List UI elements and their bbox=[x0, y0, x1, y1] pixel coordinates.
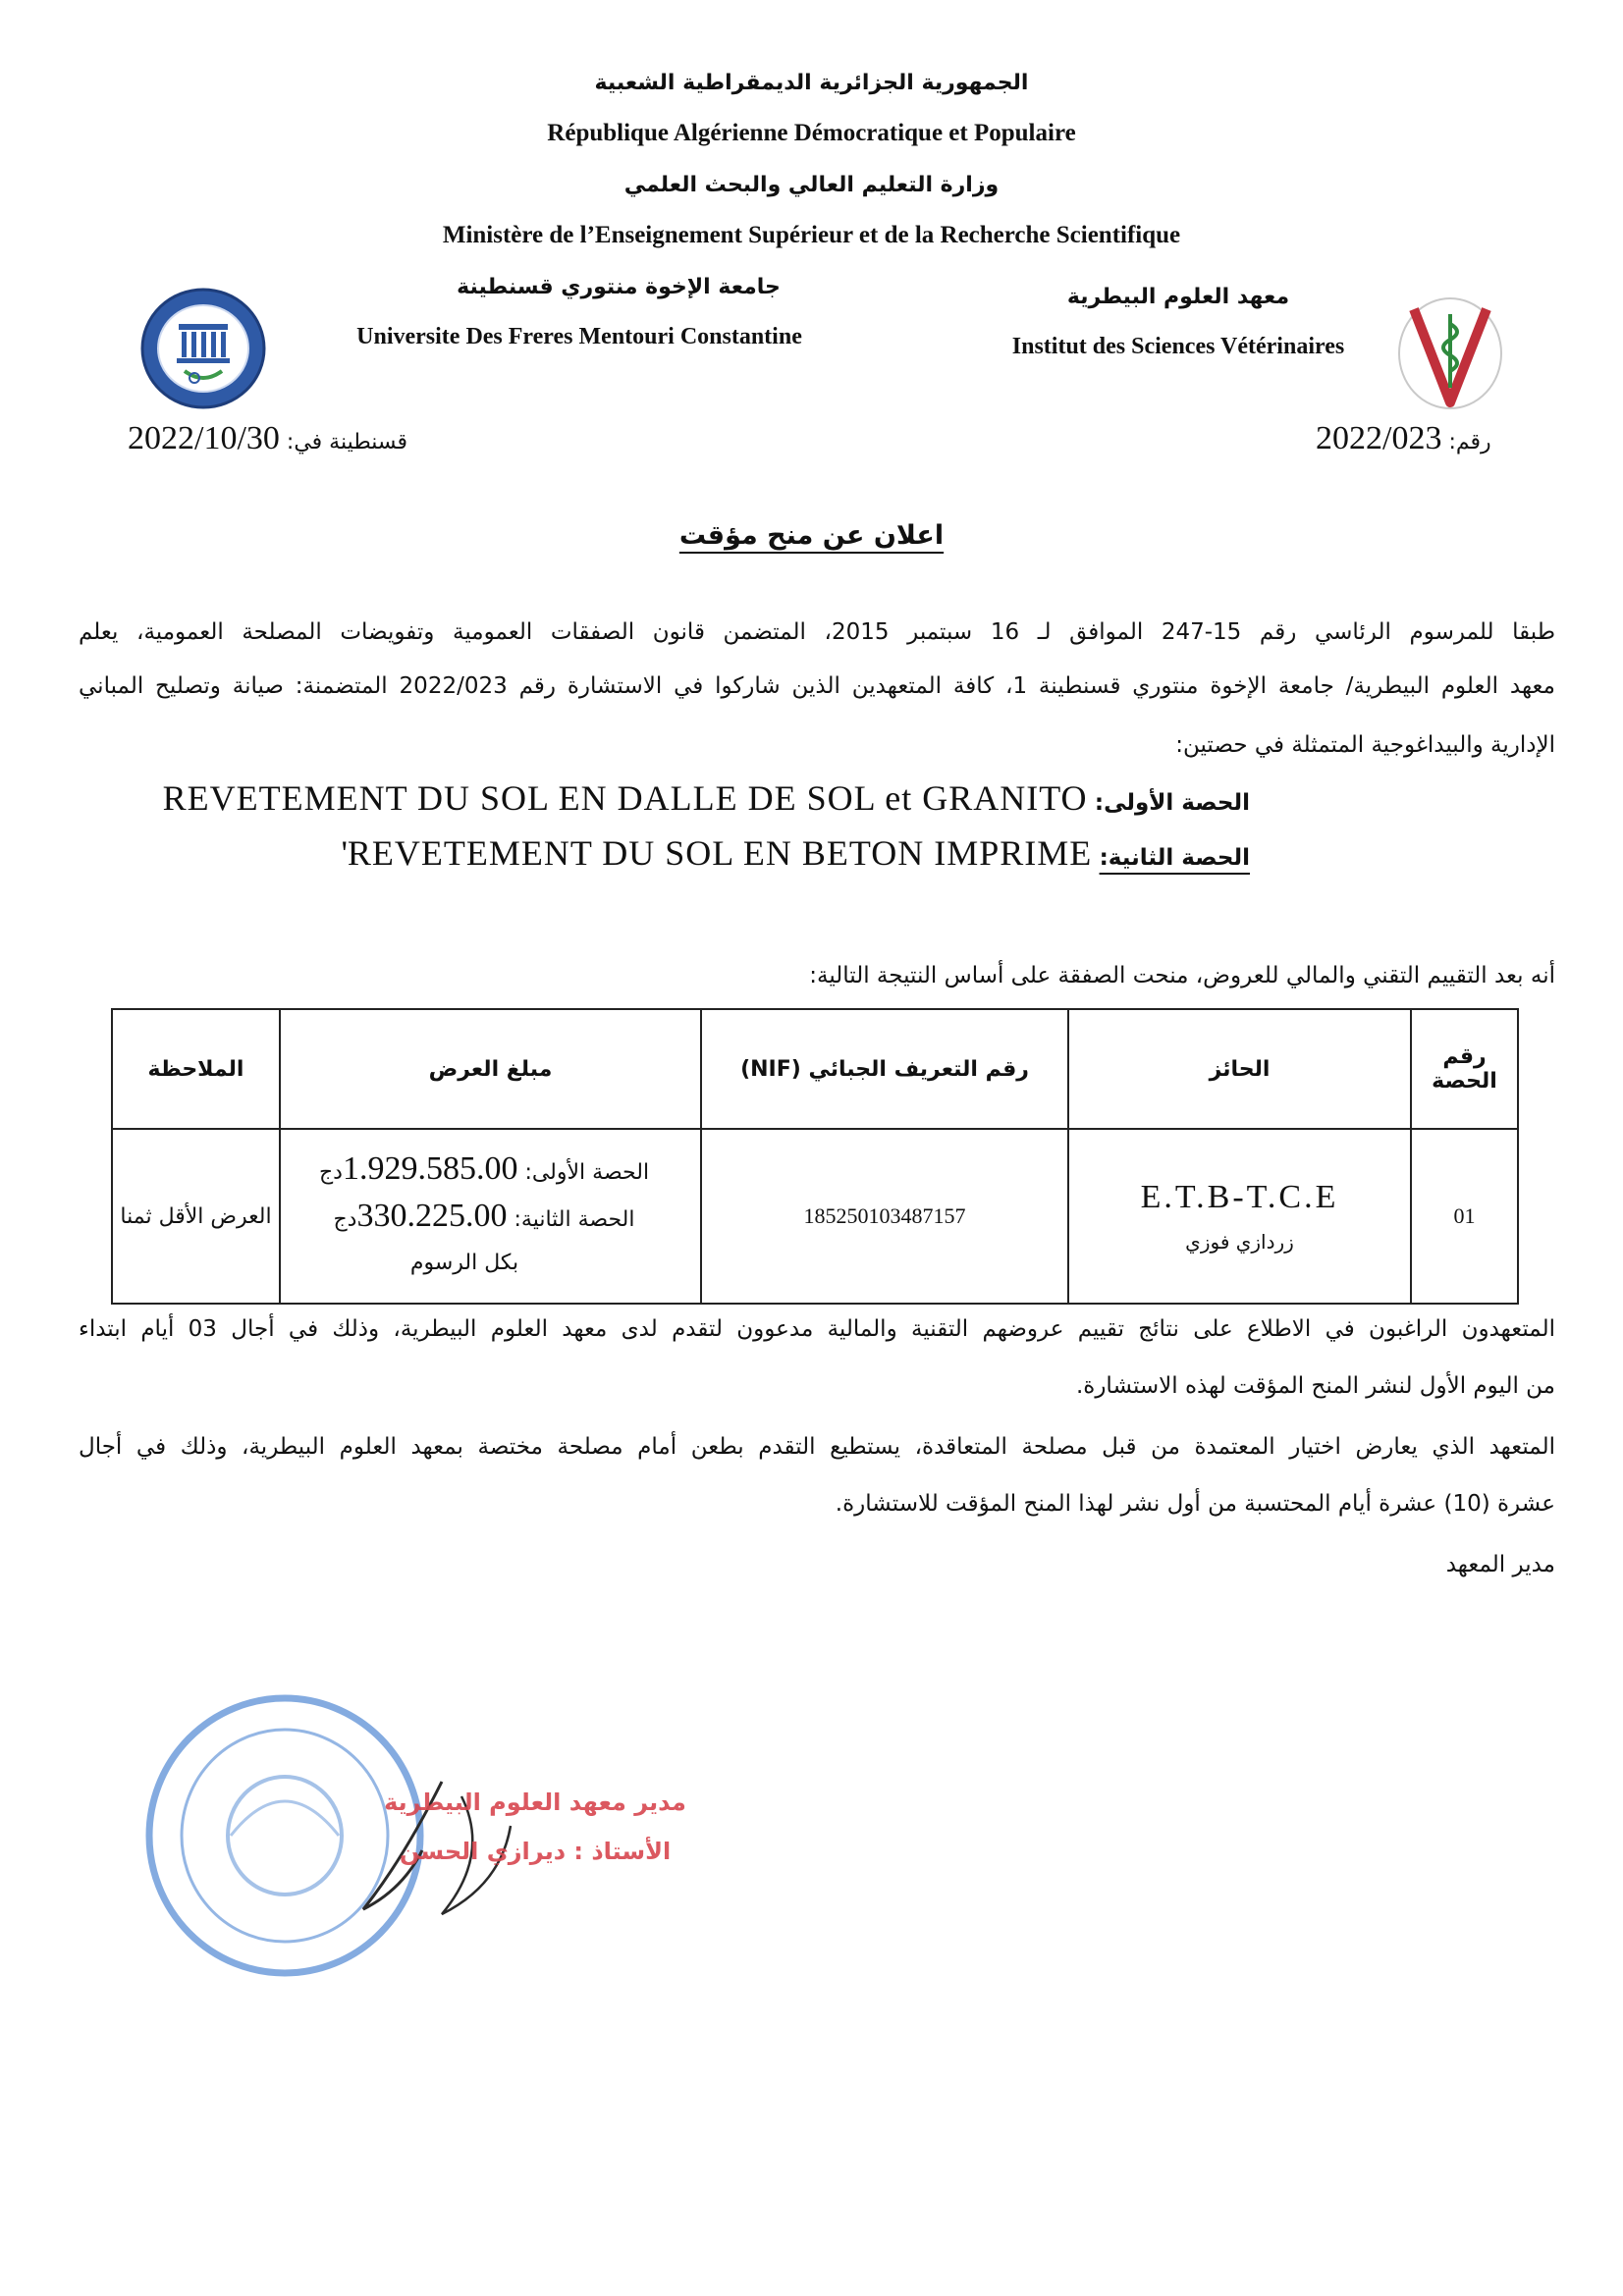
amount-lot-1-label: الحصة الأولى: bbox=[524, 1160, 650, 1185]
institute-logo bbox=[1394, 294, 1507, 412]
amount-lot-1 bbox=[282, 1148, 686, 1195]
ministry-fr: Ministère de l’Enseignement Supérieur et de la Recherche Scientifique bbox=[442, 222, 1181, 248]
results-table bbox=[111, 1008, 1519, 1305]
republic-ar: الجمهورية الجزائرية الديمقراطية الشعبية bbox=[594, 71, 1029, 95]
header-winner: الحائز bbox=[1068, 1009, 1411, 1129]
stamp-professor-line: الأستاذ : ديرازي الحسن bbox=[399, 1838, 672, 1865]
amount-lot-2-label: الحصة الثانية: bbox=[514, 1207, 635, 1232]
stamp-director-line: مدير معهد العلوم البيطرية bbox=[384, 1789, 686, 1816]
table-header-row bbox=[112, 1009, 1518, 1129]
signatory-title: مدير المعهد bbox=[1445, 1552, 1555, 1577]
lot-1 bbox=[163, 777, 1250, 819]
cell-nif: 185250103487157 bbox=[701, 1129, 1068, 1304]
lot-2-value: 'REVETEMENT DU SOL EN BETON IMPRIME bbox=[341, 833, 1093, 873]
reference-value: 2022/023 bbox=[1316, 420, 1442, 456]
winner-person: زردازي فوزي bbox=[1185, 1230, 1294, 1254]
ministry-ar: وزارة التعليم العالي والبحث العلمي bbox=[623, 173, 1000, 197]
currency-1: دج bbox=[318, 1160, 343, 1185]
paragraph-2-line-2: من اليوم الأول لنشر المنح المؤقت لهذه الاستشارة. bbox=[1075, 1373, 1555, 1399]
table-row bbox=[112, 1129, 1518, 1304]
paragraph-3-line-2: عشرة (10) عشرة أيام المحتسبة من أول نشر لهذا المنح المؤقت للاستشارة. bbox=[835, 1491, 1555, 1517]
header-amount: مبلغ العرض bbox=[280, 1009, 701, 1129]
cell-amount bbox=[280, 1129, 701, 1304]
document-title: اعلان عن منح مؤقت bbox=[678, 520, 945, 551]
university-ar: جامعة الإخوة منتوري قسنطينة bbox=[457, 275, 781, 299]
cell-lot-number: 01 bbox=[1411, 1129, 1518, 1304]
republic-fr: République Algérienne Démocratique et Populaire bbox=[547, 120, 1076, 146]
paragraph-2-line-1: المتعهدون الراغبون في الاطلاع على نتائج تقييم عروضهم التقنية والمالية مدعوون لتقدم لدى معهد العلوم البيطرية، وذلك في أجال 03 أيام ابتداء bbox=[79, 1316, 1555, 1342]
result-intro: أنه بعد التقييم التقني والمالي للعروض، منحت الصفقة على أساس النتيجة التالية: bbox=[809, 963, 1555, 988]
institute-fr: Institut des Sciences Vétérinaires bbox=[1011, 334, 1345, 359]
paragraph-3-line-1: المتعهد الذي يعارض اختيار المعتمدة من قبل مصلحة المتعاقدة، يستطيع التقدم بطعن أمام مصلحة مختصة بمعهد العلوم البيطرية، وذلك في أجال bbox=[79, 1434, 1555, 1460]
amount-lot-1-value: 1.929.585.00 bbox=[342, 1150, 518, 1187]
date-value: 2022/10/30 bbox=[128, 420, 280, 456]
currency-2: دج bbox=[333, 1207, 357, 1232]
reference-number bbox=[1316, 420, 1491, 457]
intro-line-1: طبقا للمرسوم الرئاسي رقم 15-247 الموافق لـ 16 سبتمبر 2015، المتضمن قانون الصفقات العمومية وتفويضات المصلحة العمومية، يعلم bbox=[79, 619, 1556, 645]
intro-line-2: معهد العلوم البيطرية/ جامعة الإخوة منتوري قسنطينة 1، كافة المتعهدين الذين شاركوا في الاستشارة رقم 2022/023 المتضمنة: صيانة وتصليح المباني bbox=[79, 673, 1555, 699]
intro-line-3: الإدارية والبيداغوجية المتمثلة في حصتين: bbox=[1175, 732, 1555, 758]
lot-2-label: الحصة الثانية: bbox=[1099, 845, 1250, 871]
document-date bbox=[128, 420, 407, 457]
lot-2 bbox=[341, 832, 1250, 874]
cell-remark: العرض الأقل ثمنا bbox=[112, 1129, 280, 1304]
winner-name: E.T.B-T.C.E bbox=[1140, 1179, 1339, 1215]
university-logo bbox=[137, 285, 270, 412]
date-label: قسنطينة في: bbox=[286, 430, 408, 454]
university-fr: Universite Des Freres Mentouri Constantine bbox=[356, 324, 802, 349]
header-remark: الملاحظة bbox=[112, 1009, 280, 1129]
reference-label: رقم: bbox=[1448, 430, 1491, 454]
header-nif: رقم التعريف الجبائي (NIF) bbox=[701, 1009, 1068, 1129]
amount-note: بكل الرسوم bbox=[409, 1251, 519, 1275]
official-stamp bbox=[137, 1688, 727, 1983]
lot-1-value: REVETEMENT DU SOL EN DALLE DE SOL et GRANITO bbox=[162, 778, 1088, 818]
lot-1-label: الحصة الأولى: bbox=[1094, 790, 1250, 816]
institute-ar: معهد العلوم البيطرية bbox=[1066, 285, 1290, 309]
header-lot-number: رقم الحصة bbox=[1411, 1009, 1518, 1129]
amount-lot-2 bbox=[282, 1195, 686, 1242]
amount-lot-2-value: 330.225.00 bbox=[356, 1198, 508, 1234]
cell-winner bbox=[1068, 1129, 1411, 1304]
